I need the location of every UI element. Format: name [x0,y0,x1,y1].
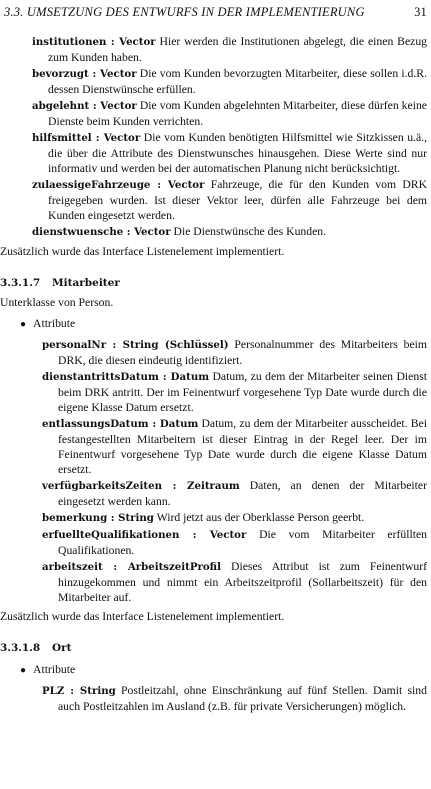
attribute-entry [32,224,427,240]
attribute-entry [32,130,427,176]
attribute-list-ort [0,683,431,714]
attribute-entry [42,527,427,558]
attribute-description: Postleitzahl, ohne Einschränkung auf fünf Stellen. Damit sind auch Postleitzahlen im Ausland (z.B. für private Versicherungen) möglich. [58,684,427,713]
attribute-description: Personalnummer des Mitarbeiters beim DRK, die diesen eindeutig identifiziert. [58,338,428,367]
attribute-entry [32,177,427,223]
attribute-term: dienstantrittsDatum : Datum [42,371,210,383]
section-heading-mitarbeiter [0,276,431,291]
page-number: 31 [414,5,427,19]
attribute-term: zulaessigeFahrzeuge : Vector [32,179,205,191]
attribute-term: dienstwuensche : Vector [32,226,171,238]
attribute-description: Die vom Kunden bevorzugten Mitarbeiter, diese sollen i.d.R. dessen Dienstwünsche erfüllen. [48,67,427,96]
attribute-description: Daten, an denen der Mitarbeiter eingesetzt werden kann. [58,479,427,508]
attribute-entry [42,559,427,605]
attribute-description: Hier werden die Institutionen abgelegt, die einen Bezug zum Kunden haben. [48,35,428,64]
attribute-term: personalNr : String (Schlüssel) [42,339,229,351]
attribute-description: Dieses Attribut ist zum Feinentwurf hinzugekommen und nimmt ein Arbeitszeitprofil (Sollarbeitszeit) für den Mitarbeiter auf. [58,560,428,604]
attribute-entry [42,337,427,368]
bullet-icon: ● [20,665,27,676]
attribute-entry [42,478,427,509]
attribute-description: Die Dienstwünsche des Kunden. [173,225,327,238]
attribute-entry [32,66,427,97]
attribute-description: Die vom Kunden benötigten Hilfsmittel wie Sitzkissen u.ä., die über die Attribute des Dienstwunsches hinausgehen. Diese Werte sind nur informativ und werden bei der automatischen Planung nicht berücksichtigt. [48,131,427,175]
attribute-term: hilfsmittel : Vector [32,132,141,144]
attribute-term: PLZ : String [42,685,116,697]
attribute-description: Die vom Kunden abgelehnten Mitarbeiter, diese dürfen keine Dienste beim Kunden verrichten. [48,99,427,128]
attribute-entry [42,510,427,526]
bullet-attribute [20,316,431,332]
section-intro: Unterklasse von Person. [0,296,114,309]
attribute-description: Datum, zu dem der Mitarbeiter seinen Dienst beim DRK antritt. Der im Feinentwurf vorgesehene Typ Date wurde durch die eigene Klasse Datum ersetzt. [58,370,427,414]
attribute-term: arbeitszeit : ArbeitszeitProfil [42,561,221,573]
section-title: Mitarbeiter [52,277,120,289]
paragraph-interface: Zusätzlich wurde das Interface Listenelement implementiert. [0,610,285,623]
attribute-term: abgelehnt : Vector [32,100,137,112]
attribute-term: bevorzugt : Vector [32,68,137,80]
attribute-list-kunde [0,34,431,240]
attribute-description: Datum, zu dem der Mitarbeiter ausscheidet. Bei festangestellten Mitarbeitern ist dieser Eintrag in der Regel leer. Der im Feinentwurf vorgesehene Typ Date wurde durch die eigene Klasse Datum ersetzt. [58,417,428,476]
bullet-label: Attribute [33,317,76,330]
attribute-description: Die vom Mitarbeiter erfüllten Qualifikationen. [58,528,428,557]
attribute-entry [32,98,427,129]
attribute-entry [42,369,427,415]
section-number: 3.3.1.7 [0,277,41,289]
attribute-entry [42,683,427,714]
page-body [0,34,431,715]
bullet-label: Attribute [33,663,76,676]
attribute-term: bemerkung : String [42,512,154,524]
header-title: 3.3. UMSETZUNG DES ENTWURFS IN DER IMPLEMENTIERUNG [4,5,365,19]
attribute-term: erfuellteQualifikationen : Vector [42,529,247,541]
attribute-entry [32,34,427,65]
section-heading-ort [0,641,431,656]
attribute-description: Fahrzeuge, die für den Kunden vom DRK freigegeben wurden. Ist dieser Vektor leer, dürfen alle Fahrzeuge bei dem Kunden eingesetzt werden. [48,178,428,222]
attribute-list-mitarbeiter [0,337,431,605]
running-header [4,5,427,20]
attribute-term: verfügbarkeitsZeiten : Zeitraum [42,480,240,492]
attribute-term: entlassungsDatum : Datum [42,418,199,430]
section-number: 3.3.1.8 [0,642,41,654]
attribute-description: Wird jetzt aus der Oberklasse Person geerbt. [156,511,365,524]
attribute-term: institutionen : Vector [32,36,156,48]
bullet-attribute [20,662,431,678]
section-title: Ort [52,642,72,654]
paragraph-interface: Zusätzlich wurde das Interface Listenelement implementiert. [0,245,285,258]
attribute-entry [42,416,427,477]
bullet-icon: ● [20,319,27,330]
